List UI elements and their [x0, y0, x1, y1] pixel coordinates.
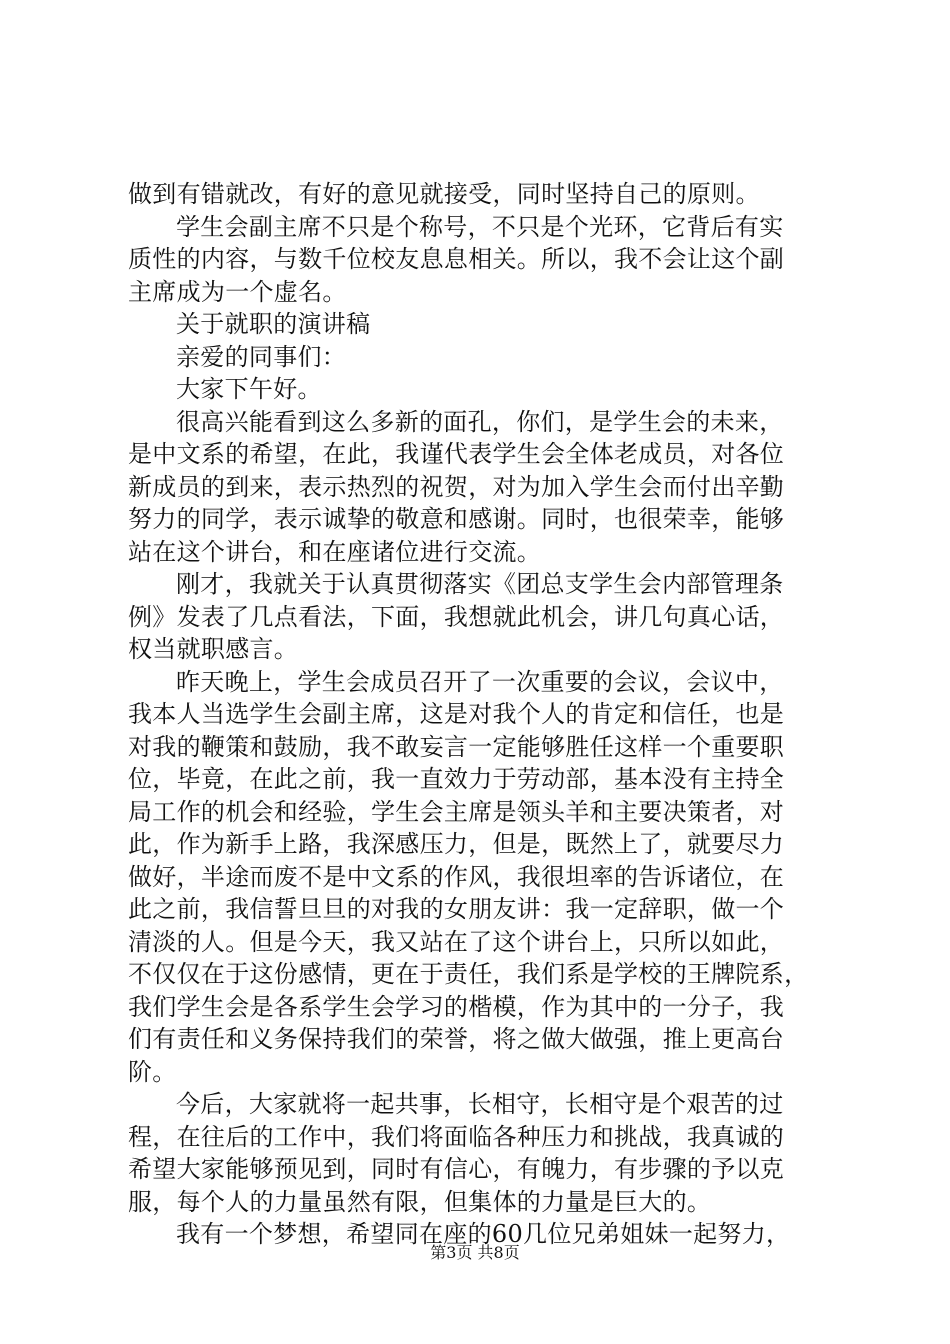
text-line: 阶。 — [128, 1057, 177, 1086]
section-heading: 关于就职的演讲稿 — [176, 310, 371, 338]
text-line: 学生会副主席不只是个称号，不只是个光环，它背后有实 — [176, 212, 784, 241]
text-line: 质性的内容，与数千位校友息息相关。所以，我不会让这个副 — [128, 245, 785, 273]
text-line: 做好，半途而废不是中文系的作风，我很坦率的告诉诸位，在 — [128, 862, 785, 891]
text-line: 例》发表了几点看法，下面，我想就此机会，讲几句真心话， — [128, 602, 785, 631]
text-line: 是中文系的希望，在此，我谨代表学生会全体老成员，对各位 — [128, 440, 785, 468]
text-line: 局工作的机会和经验，学生会主席是领头羊和主要决策者，对 — [128, 797, 785, 826]
text-line: 新成员的到来，表示热烈的祝贺，对为加入学生会而付出辛勤 — [128, 472, 785, 501]
text-line: 希望大家能够预见到，同时有信心，有魄力，有步骤的予以克 — [128, 1155, 785, 1183]
text-line: 我本人当选学生会副主席，这是对我个人的肯定和信任，也是 — [128, 700, 785, 728]
text-line: 此，作为新手上路，我深感压力，但是，既然上了，就要尽力 — [128, 830, 785, 858]
text-line: 我有一个梦想，希望同在座的60几位兄弟姐妹一起努力， — [176, 1220, 791, 1248]
text-line: 清淡的人。但是今天，我又站在了这个讲台上，只所以如此， — [128, 927, 785, 956]
text-line: 站在这个讲台，和在座诸位进行交流。 — [128, 537, 542, 566]
salutation: 亲爱的同事们： — [176, 342, 347, 371]
body-text — [128, 178, 828, 1251]
text-line: 对我的鞭策和鼓励，我不敢妄言一定能够胜任这样一个重要职 — [128, 732, 785, 761]
page-number-footer: 第3页 共8页 — [430, 1243, 520, 1262]
text-line: 不仅仅在于这份感情，更在于责任，我们系是学校的王牌院系， — [128, 960, 809, 988]
text-line: 今后，大家就将一起共事，长相守，长相守是个艰苦的过 — [176, 1090, 784, 1118]
text-line: 位，毕竟，在此之前，我一直效力于劳动部，基本没有主持全 — [128, 765, 785, 793]
text-line: 很高兴能看到这么多新的面孔，你们，是学生会的未来， — [176, 407, 784, 436]
text-line: 服，每个人的力量虽然有限，但集体的力量是巨大的。 — [128, 1187, 712, 1216]
text-line: 们有责任和义务保持我们的荣誉，将之做大做强，推上更高台 — [128, 1025, 785, 1053]
text-line: 我们学生会是各系学生会学习的楷模，作为其中的一分子，我 — [128, 992, 785, 1021]
greeting: 大家下午好。 — [176, 375, 322, 403]
text-line: 主席成为一个虚名。 — [128, 277, 347, 306]
text-line: 昨天晚上，学生会成员召开了一次重要的会议，会议中， — [176, 667, 784, 696]
text-line: 刚才，我就关于认真贯彻落实《团总支学生会内部管理条 — [176, 570, 784, 598]
text-line: 做到有错就改，有好的意见就接受，同时坚持自己的原则。 — [128, 180, 760, 208]
text-line: 此之前，我信誓旦旦的对我的女朋友讲：我一定辞职，做一个 — [128, 895, 785, 923]
text-line: 程，在往后的工作中，我们将面临各种压力和挑战，我真诚的 — [128, 1122, 785, 1151]
text-line: 权当就职感言。 — [128, 635, 299, 663]
text-line: 努力的同学，表示诚挚的敬意和感谢。同时，也很荣幸，能够 — [128, 505, 785, 533]
